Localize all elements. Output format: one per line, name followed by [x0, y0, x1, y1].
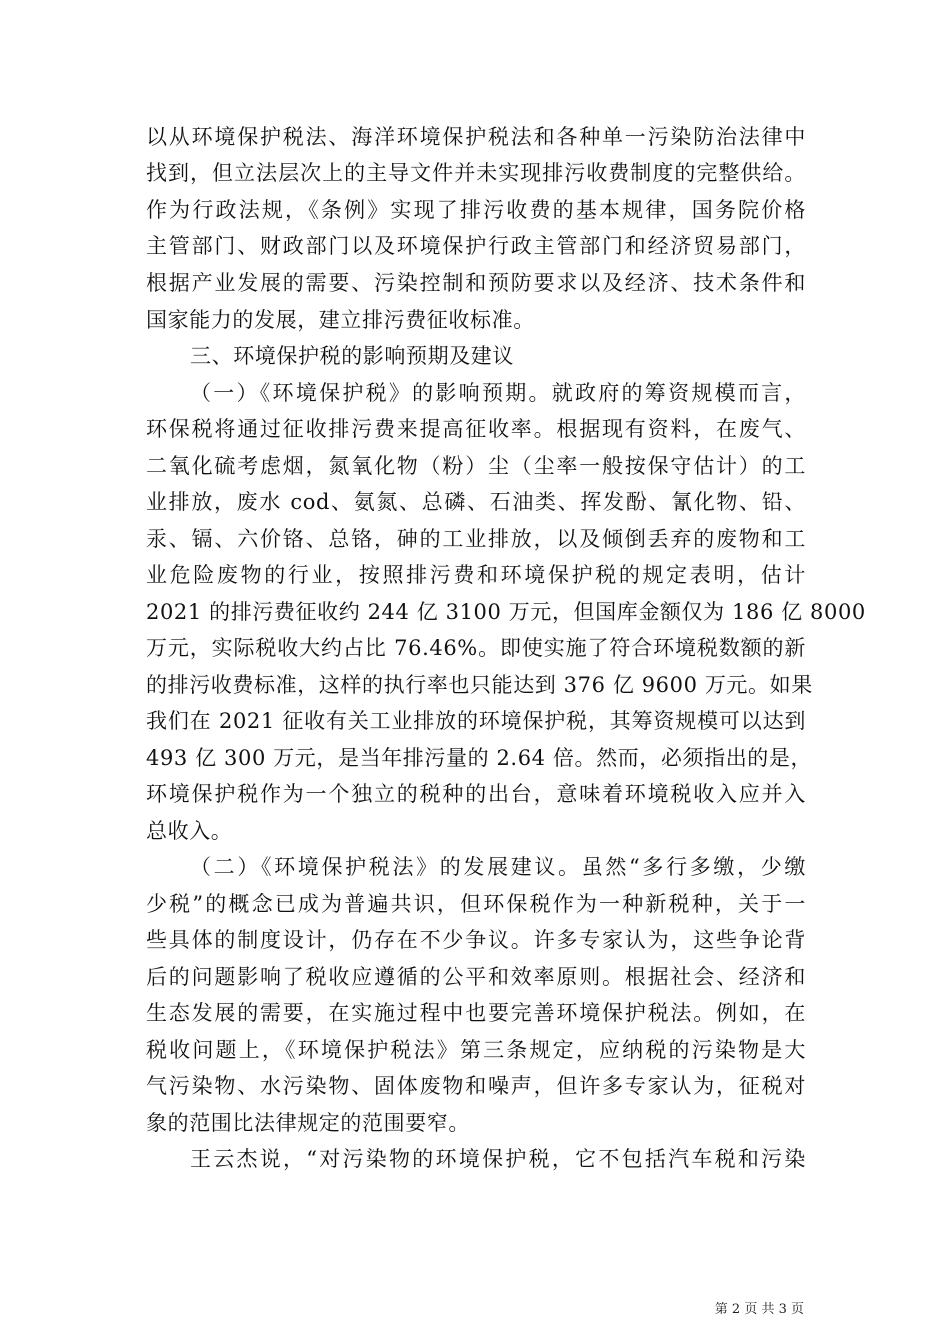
text-line: 税收问题上，《环境保护税法》第三条规定，应纳税的污染物是大 [146, 1038, 806, 1062]
text-line: 汞、镉、六价铬、总铬，砷的工业排放，以及倾倒丢弃的废物和工 [146, 527, 806, 551]
text-line: 二氧化硫考虑烟，氮氧化物（粉）尘（尘率一般按保守估计）的工 [146, 454, 806, 478]
text-line: 国家能力的发展，建立排污费征收标准。 [146, 308, 535, 332]
text-line: 气污染物、水污染物、固体废物和噪声，但许多专家认为，征税对 [146, 1074, 806, 1098]
text-line: 业排放，废水 cod、氨氮、总磷、石油类、挥发酚、氰化物、铅、 [146, 490, 806, 514]
text-line: 作为行政法规，《条例》实现了排污收费的基本规律，国务院价格 [146, 198, 806, 222]
text-line: 493 亿 300 万元，是当年排污量的 2.64 倍。然而，必须指出的是， [146, 746, 813, 770]
text-line: 2021 的排污费征收约 244 亿 3100 万元，但国库金额仅为 186 亿 8000 [146, 600, 866, 624]
text-line: 万元，实际税收大约占比 76.46%。即使实施了符合环境税数额的新 [146, 636, 806, 660]
text-line: 些具体的制度设计，仍存在不少争议。许多专家认为，这些争论背 [146, 928, 806, 952]
paragraph-start: 王云杰说，“对污染物的环境保护税，它不包括汽车税和污染 [190, 1147, 806, 1171]
text-line: 象的范围比法律规定的范围要窄。 [146, 1111, 470, 1135]
text-line: 少税”的概念已成为普遍共识，但环保税作为一种新税种，关于一 [146, 892, 806, 916]
text-line: 总收入。 [146, 819, 233, 843]
paragraph-start: （一）《环境保护税》的影响预期。就政府的筹资规模而言， [190, 381, 806, 405]
text-line: 生态发展的需要，在实施过程中也要完善环境保护税法。例如，在 [146, 1001, 806, 1025]
text-line: 我们在 2021 征收有关工业排放的环境保护税，其筹资规模可以达到 [146, 709, 806, 733]
text-line: 根据产业发展的需要、污染控制和预防要求以及经济、技术条件和 [146, 271, 806, 295]
text-line: 找到，但立法层次上的主导文件并未实现排污收费制度的完整供给。 [146, 161, 806, 185]
text-line: 业危险废物的行业，按照排污费和环境保护税的规定表明，估计 [146, 563, 806, 587]
section-heading: 三、环境保护税的影响预期及建议 [190, 344, 514, 368]
text-line: 的排污收费标准，这样的执行率也只能达到 376 亿 9600 万元。如果 [146, 673, 813, 697]
text-line: 以从环境保护税法、海洋环境保护税法和各种单一污染防治法律中 [146, 125, 806, 149]
text-line: 后的问题影响了税收应遵循的公平和效率原则。根据社会、经济和 [146, 965, 806, 989]
paragraph-start: （二）《环境保护税法》的发展建议。虽然“多行多缴，少缴 [190, 855, 806, 879]
text-line: 环境保护税作为一个独立的税种的出台，意味着环境税收入应并入 [146, 782, 806, 806]
text-line: 主管部门、财政部门以及环境保护行政主管部门和经济贸易部门， [146, 234, 806, 258]
page-number-footer: 第 2 页 共 3 页 [714, 1302, 804, 1317]
text-line: 环保税将通过征收排污费来提高征收率。根据现有资料，在废气、 [146, 417, 806, 441]
